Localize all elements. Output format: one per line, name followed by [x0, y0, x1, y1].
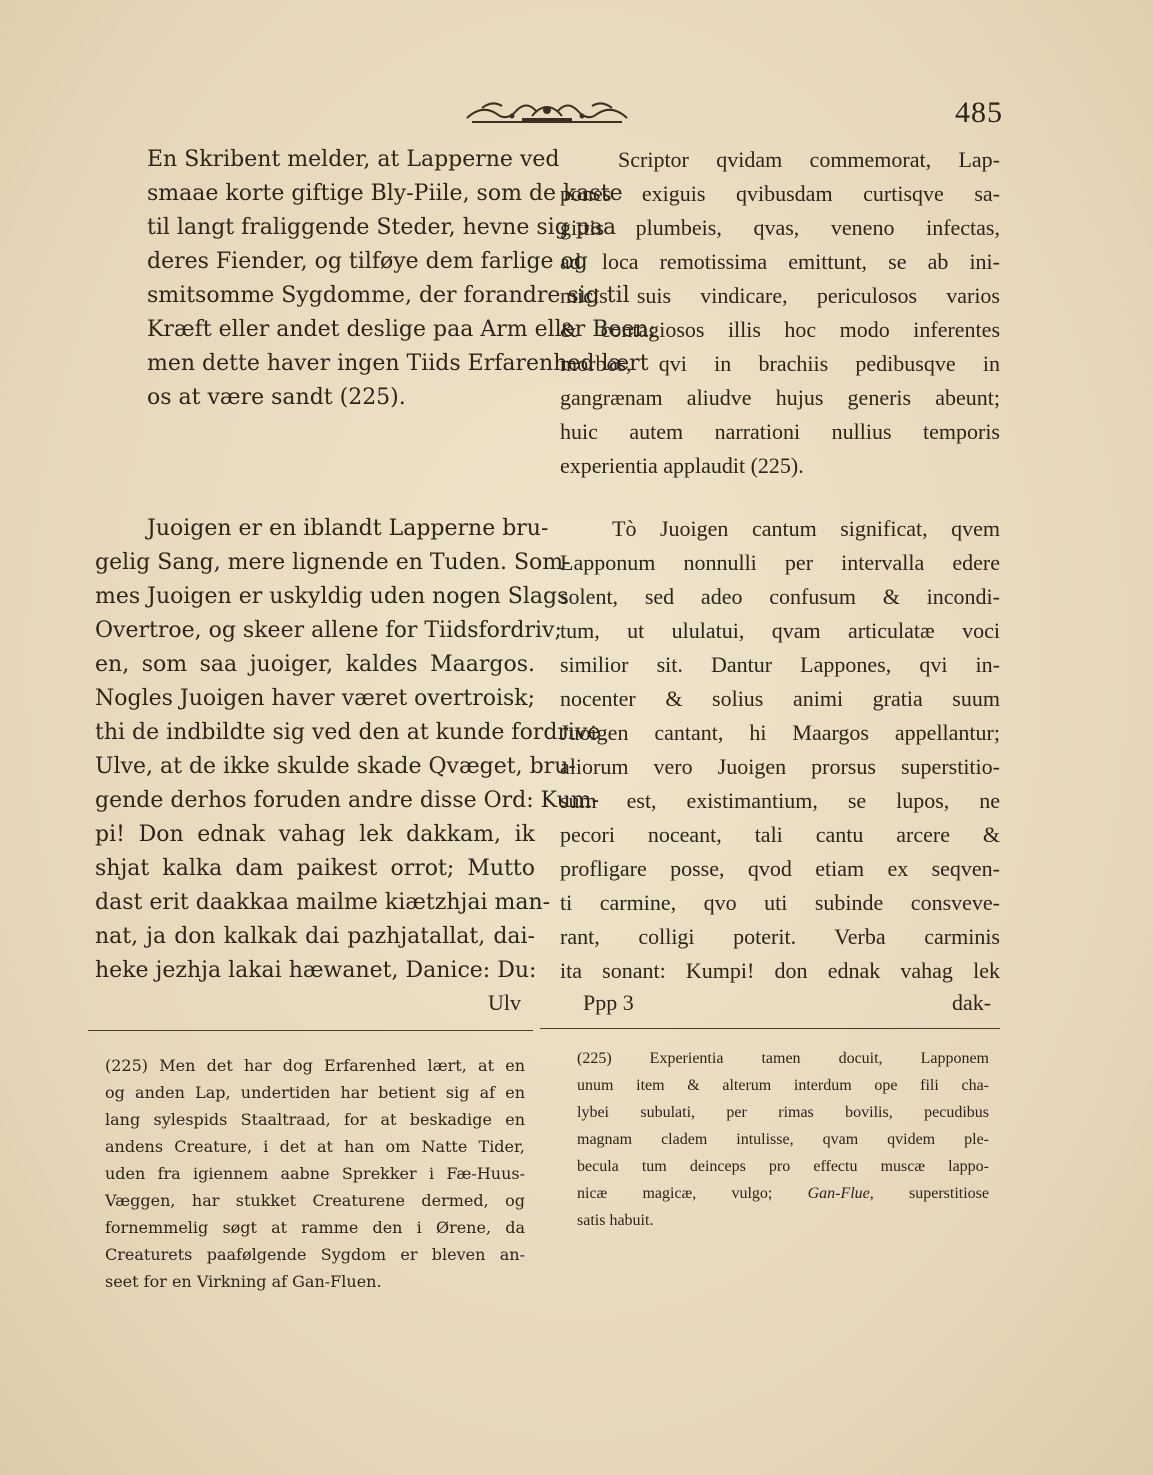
text-line: Kræft eller andet deslige paa Arm eller Been; [147, 317, 656, 342]
text-line: smitsomme Sygdomme, der forandre sig til [147, 283, 630, 308]
signature-mark: Ppp 3 [583, 990, 634, 1015]
text-line: gende derhos foruden andre disse Ord: Kum- [95, 788, 600, 813]
text-line: gelig Sang, mere lignende en Tuden. Som- [95, 550, 571, 575]
text-line-with-italic [577, 1180, 989, 1207]
text-line: nat, ja don kalkak dai pazhjatallat, dai- [95, 924, 535, 949]
text-line: sum est, existimantium, se lupos, ne [560, 788, 1000, 813]
text-line: men dette haver ingen Tiids Erfarenhed lært [147, 351, 649, 376]
text-line: andens Creature, i det at han om Natte Tider, [105, 1137, 525, 1156]
text-run: nicæ magicæ, vulgo; [577, 1185, 773, 1202]
text-line: til langt fraliggende Steder, hevne sig paa [147, 215, 617, 240]
text-line: ti carmine, qvo uti subinde consveve- [560, 890, 1000, 915]
text-run: , superstitiose [869, 1185, 990, 1202]
footnote-left [105, 1052, 525, 1295]
text-line: nocenter & solius animi gratia suum [560, 686, 1000, 711]
right-catchword: dak- [952, 990, 992, 1015]
text-line: pecori noceant, tali cantu arcere & [560, 822, 1000, 847]
headpiece-ornament-icon [462, 96, 632, 126]
footnote-right [577, 1045, 989, 1234]
text-line: En Skribent melder, at Lapperne ved [147, 147, 560, 172]
italic-term: Gan-Flue [807, 1185, 870, 1202]
left-column-danish [95, 143, 656, 415]
text-line: unum item & alterum interdum ope fili cha- [577, 1077, 989, 1094]
text-line: becula tum deinceps pro effectu muscæ lappo- [577, 1158, 989, 1175]
text-line: lang sylespids Staaltraad, for at beskadige en [105, 1110, 525, 1129]
text-line: rant, colligi poterit. Verba carminis [560, 924, 1000, 949]
text-line: pi! Don ednak vahag lek dakkam, ik [95, 822, 535, 847]
text-line: Creaturets paafølgende Sygdom er bleven an- [105, 1245, 525, 1264]
text-line: experientia applaudit (225). [560, 453, 804, 478]
text-line: seet for en Virkning af Gan-Fluen. [105, 1272, 382, 1291]
text-line: satis habuit. [577, 1212, 654, 1229]
text-line: Scriptor qvidam commemorat, Lap- [618, 147, 1000, 172]
text-line: Væggen, har stukket Creaturene dermed, og [105, 1191, 525, 1210]
text-line: micis suis vindicare, periculosos varios [560, 283, 1000, 308]
text-line: Juoigen er en iblandt Lapperne bru- [147, 516, 549, 541]
text-line: fornemmelig søgt at ramme den i Ørene, da [105, 1218, 525, 1237]
text-line: aliorum vero Juoigen prorsus superstitio- [560, 754, 1000, 779]
text-line: Lapponum nonnulli per intervalla edere [560, 550, 1000, 575]
text-line: heke jezhja lakai hæwanet, Danice: Du: [95, 958, 537, 983]
text-line: solent, sed adeo confusum & incondi- [560, 584, 1000, 609]
text-line: Tò Juoigen cantum significat, qvem [612, 516, 1000, 541]
text-line: dast erit daakkaa mailme kiætzhjai man- [95, 890, 551, 915]
page-number: 485 [955, 96, 1003, 129]
text-line: Juoigen cantant, hi Maargos appellantur; [560, 720, 1000, 745]
footnote-rule-left [88, 1030, 533, 1031]
latin-paragraph-2 [560, 512, 1000, 988]
text-line: mes Juoigen er uskyldig uden nogen Slags [95, 584, 569, 609]
text-line: deres Fiender, og tilføye dem farlige og [147, 249, 588, 274]
text-line: og anden Lap, undertiden har betient sig af en [105, 1083, 525, 1102]
text-line: (225) Experientia tamen docuit, Lapponem [577, 1050, 989, 1067]
footnote-latin [577, 1045, 989, 1234]
text-line: ad loca remotissima emittunt, se ab ini- [560, 249, 1000, 274]
left-catchword: Ulv [488, 990, 521, 1015]
text-line: en, som saa juoiger, kaldes Maargos. [95, 652, 535, 677]
text-line: morbos, qvi in brachiis pedibusqve in [560, 351, 1000, 376]
footnote-rule-right [540, 1028, 1000, 1029]
text-line: uden fra igiennem aabne Sprekker i Fæ-Huus- [105, 1164, 525, 1183]
text-line: & contagiosos illis hoc modo inferentes [560, 317, 1000, 342]
text-line: similior sit. Dantur Lappones, qvi in- [560, 652, 1000, 677]
footnote-danish [105, 1052, 525, 1295]
text-line: shjat kalka dam paikest orrot; Mutto [95, 856, 535, 881]
text-line: ita sonant: Kumpi! don ednak vahag lek [560, 958, 1000, 983]
right-column-latin-2 [560, 512, 1000, 988]
text-line: huic autem narrationi nullius temporis [560, 419, 1000, 444]
text-line: Nogles Juoigen haver været overtroisk; [95, 686, 536, 711]
text-line: magnam cladem intulisse, qvam qvidem ple- [577, 1131, 989, 1148]
right-column-latin [560, 143, 1000, 483]
left-column-danish-2 [95, 512, 601, 988]
danish-paragraph-1 [95, 143, 656, 415]
text-line: smaae korte giftige Bly-Piile, som de kaste [147, 181, 623, 206]
text-line: thi de indbildte sig ved den at kunde fordrive [95, 720, 601, 745]
text-line: profligare posse, qvod etiam ex seqven- [560, 856, 1000, 881]
latin-paragraph-1 [560, 143, 1000, 483]
text-line: gittis plumbeis, qvas, veneno infectas, [560, 215, 1000, 240]
text-line: pones exiguis qvibusdam curtisqve sa- [560, 181, 1000, 206]
text-line: tum, ut ululatui, qvam articulatæ voci [560, 618, 1000, 643]
text-line: Overtroe, og skeer allene for Tiidsfordriv; [95, 618, 562, 643]
text-line: gangrænam aliudve hujus generis abeunt; [560, 385, 1000, 410]
text-line: lybei subulati, per rimas bovilis, pecudibus [577, 1104, 989, 1121]
text-line: os at være sandt (225). [147, 385, 406, 410]
danish-paragraph-2 [95, 512, 601, 988]
text-line: (225) Men det har dog Erfarenhed lært, at en [105, 1056, 525, 1075]
text-line: Ulve, at de ikke skulde skade Qvæget, bru- [95, 754, 576, 779]
